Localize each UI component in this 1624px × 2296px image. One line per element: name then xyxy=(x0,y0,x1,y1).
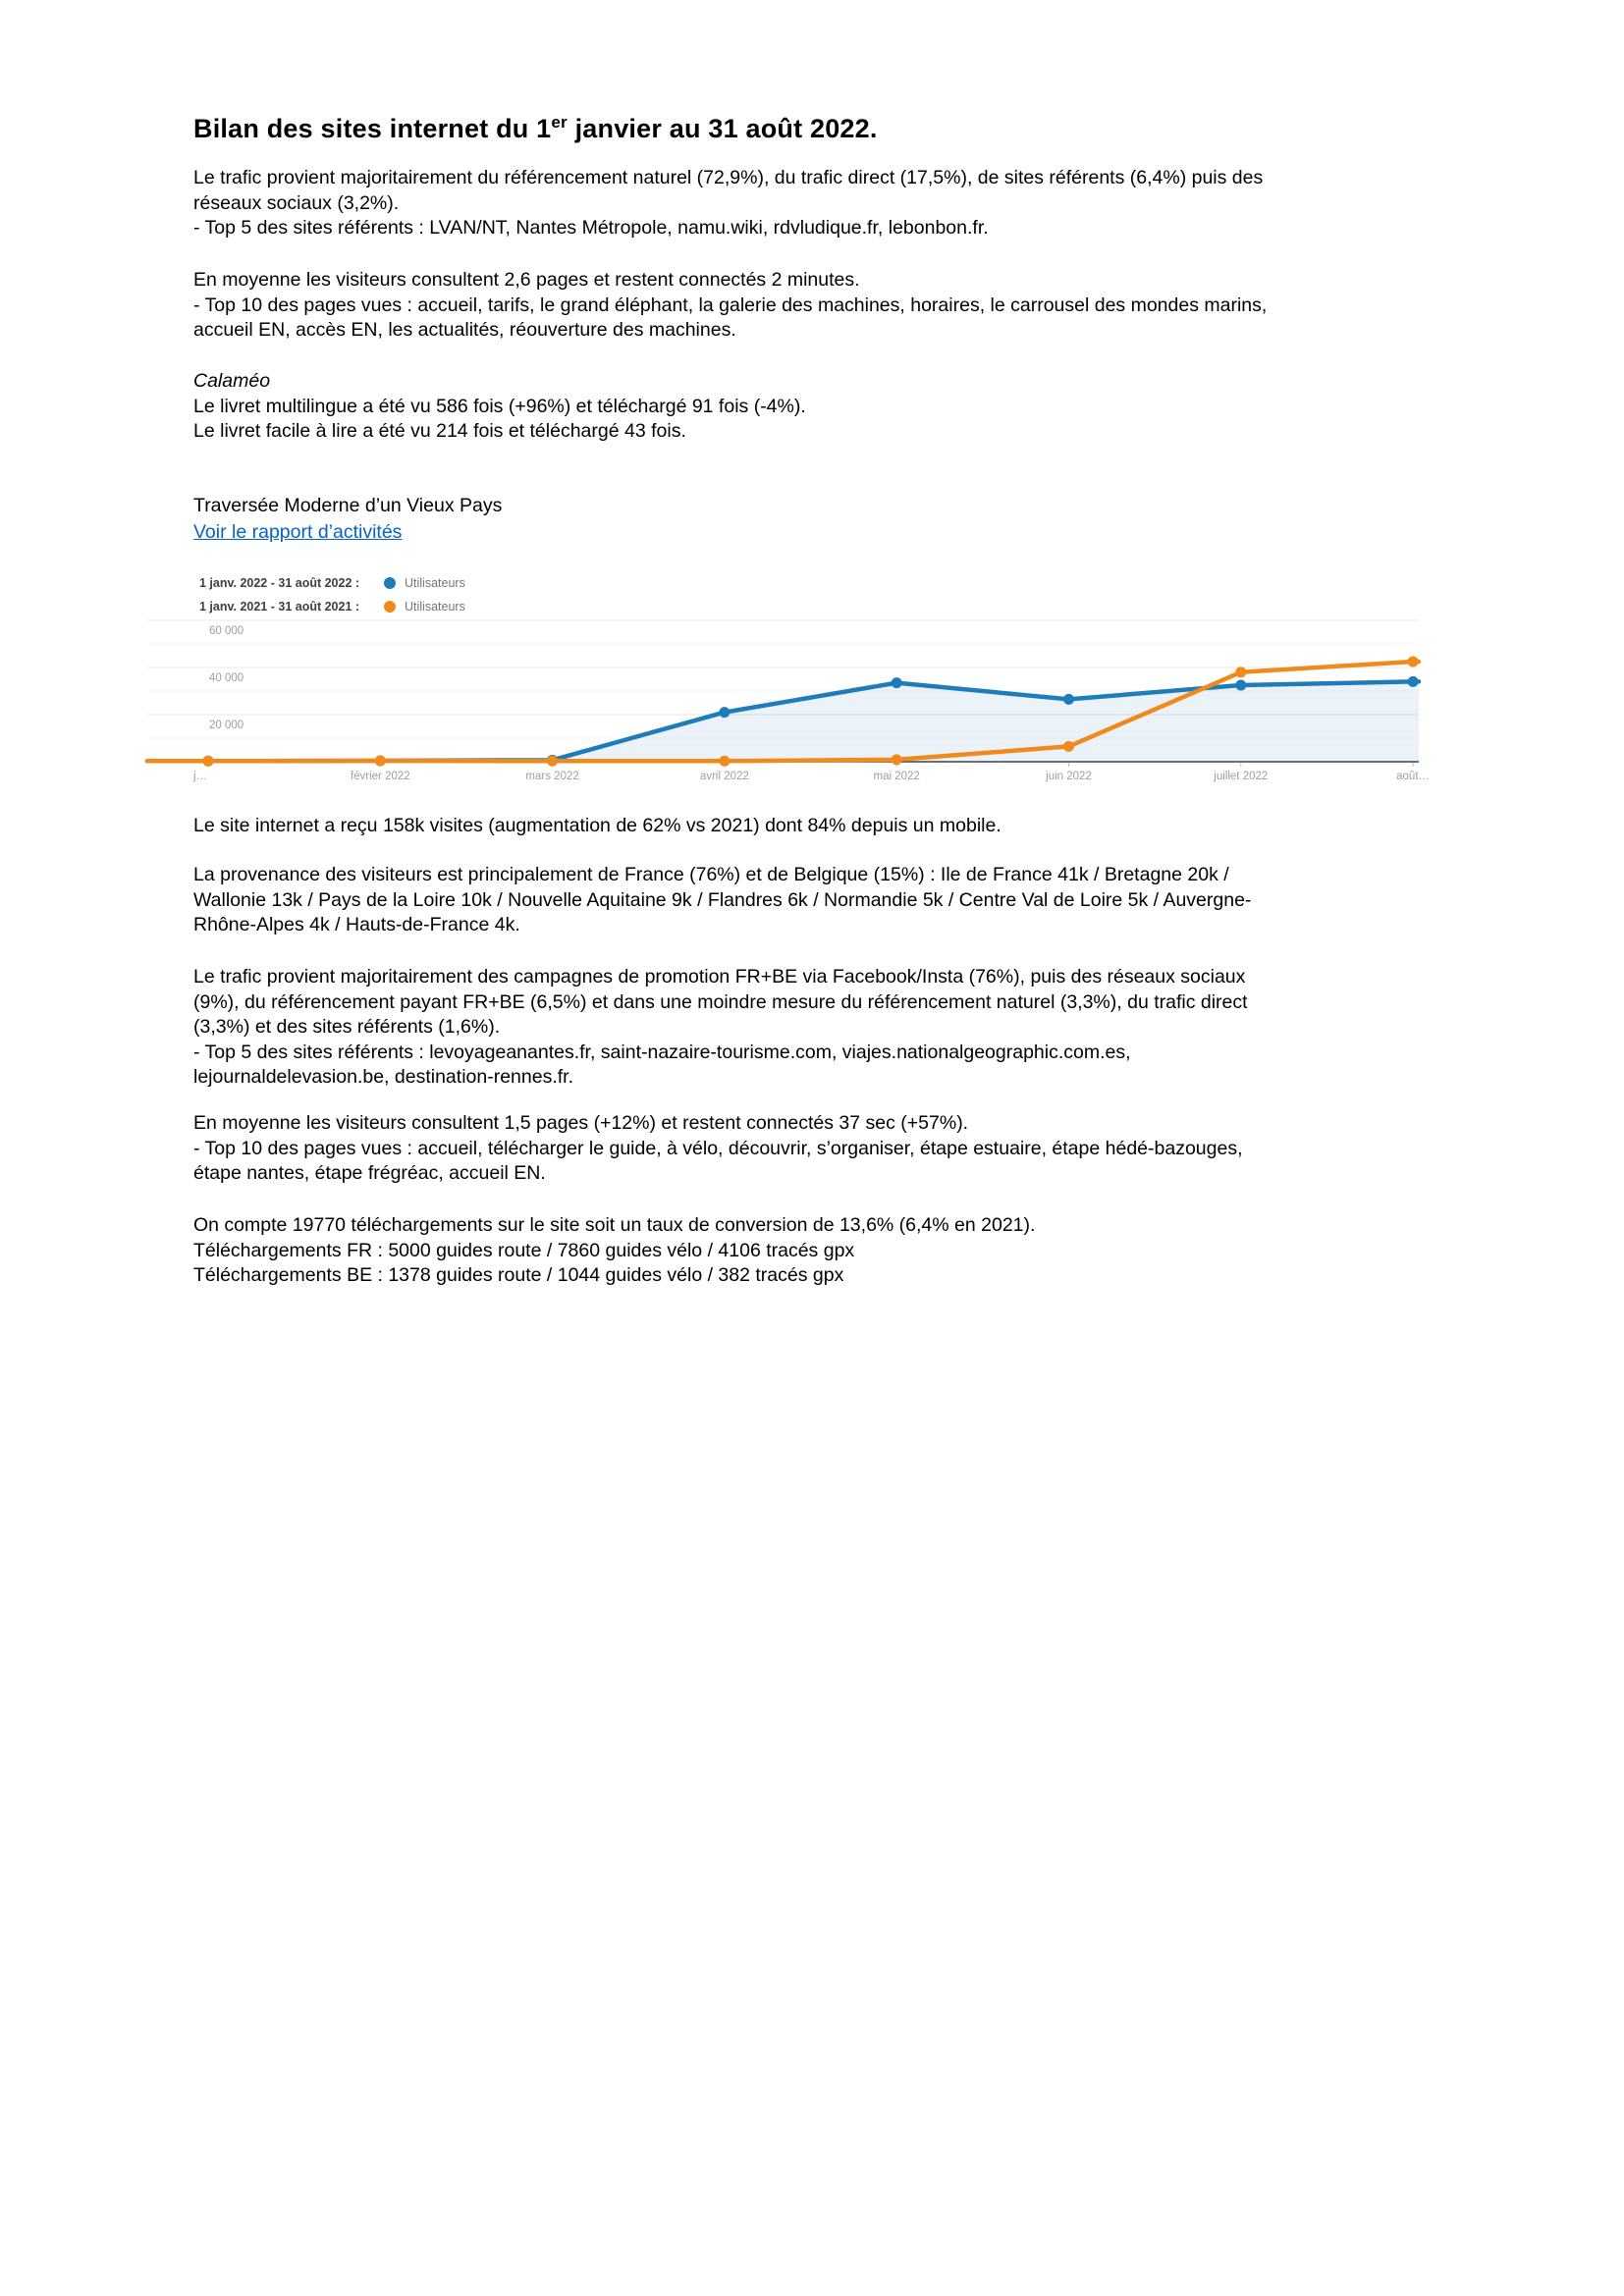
text-line: - Top 10 des pages vues : accueil, télécharger le guide, à vélo, découvrir, s’organiser, étape estuaire, étape hédé-bazouges, xyxy=(193,1137,1243,1159)
page-title: Bilan des sites internet du 1er janvier au 31 août 2022. xyxy=(193,113,878,144)
text-line: On compte 19770 téléchargements sur le site soit un taux de conversion de 13,6% (6,4% en 2021). xyxy=(193,1214,1036,1236)
text-line: (3,3%) et des sites référents (1,6%). xyxy=(193,1016,501,1038)
svg-text:avril 2022: avril 2022 xyxy=(699,771,749,782)
text-line: Le trafic provient majoritairement des campagnes de promotion FR+BE via Facebook/Insta (76%), puis des réseaux sociaux xyxy=(193,966,1246,988)
legend-row-2021 xyxy=(199,595,465,618)
text-line: Téléchargements FR : 5000 guides route / 7860 guides vélo / 4106 tracés gpx xyxy=(193,1239,855,1261)
paragraph-pages-vues-tmvp xyxy=(193,1111,1243,1187)
text-line: lejournaldelevasion.be, destination-rennes.fr. xyxy=(193,1066,574,1088)
text-line: En moyenne les visiteurs consultent 1,5 pages (+12%) et restent connectés 37 sec (+57%). xyxy=(193,1112,969,1134)
legend-dot-orange-icon xyxy=(384,601,396,613)
analytics-chart-svg xyxy=(137,616,1453,789)
title-superscript: er xyxy=(551,113,568,133)
paragraph-telechargements xyxy=(193,1213,1035,1289)
text-line: réseaux sociaux (3,2%). xyxy=(193,191,400,214)
analytics-line-chart xyxy=(137,616,1453,789)
report-activity-link[interactable]: Voir le rapport d’activités xyxy=(193,521,403,543)
text-line: (9%), du référencement payant FR+BE (6,5%) et dans une moindre mesure du référencement naturel (3,3%), du trafic direct xyxy=(193,990,1248,1013)
paragraph-visites xyxy=(193,814,1001,839)
text-line: Le trafic provient majoritairement du référencement naturel (72,9%), du trafic direct (17,5%), de sites référents (6,4%) puis des xyxy=(193,167,1264,188)
chart-legend xyxy=(199,571,465,618)
paragraph-traffic-sources-2022 xyxy=(193,166,1263,241)
legend-period-2021: 1 janv. 2021 - 31 août 2021 : xyxy=(199,600,360,614)
svg-text:février 2022: février 2022 xyxy=(350,771,410,782)
text-line: étape nantes, étape frégréac, accueil EN. xyxy=(193,1162,546,1184)
svg-text:40 000: 40 000 xyxy=(209,672,244,684)
text-line: - Top 5 des sites référents : LVAN/NT, Nantes Métropole, namu.wiki, rdvludique.fr, lebonbon.fr. xyxy=(193,217,989,239)
text-line: - Top 5 des sites référents : levoyageanantes.fr, saint-nazaire-tourisme.com, viajes.nationalgeographic.com.es, xyxy=(193,1041,1131,1063)
svg-text:60 000: 60 000 xyxy=(209,625,244,637)
text-line: accueil EN, accès EN, les actualités, réouverture des machines. xyxy=(193,319,736,341)
text-line: Le site internet a reçu 158k visites (augmentation de 62% vs 2021) dont 84% depuis un mobile. xyxy=(193,815,1001,836)
text-line: La provenance des visiteurs est principalement de France (76%) et de Belgique (15%) : Ile de France 41k / Bretagne 20k / xyxy=(193,864,1229,885)
svg-text:mai 2022: mai 2022 xyxy=(873,771,920,782)
svg-text:j…: j… xyxy=(193,771,208,782)
svg-text:mars 2022: mars 2022 xyxy=(525,771,579,782)
legend-period-2022: 1 janv. 2022 - 31 août 2022 : xyxy=(199,576,360,590)
legend-dot-blue-icon xyxy=(384,577,396,589)
text-line: En moyenne les visiteurs consultent 2,6 pages et restent connectés 2 minutes. xyxy=(193,269,860,291)
paragraph-pages-vues-2022 xyxy=(193,268,1267,344)
text-line: Le livret multilingue a été vu 586 fois (+96%) et téléchargé 91 fois (-4%). xyxy=(193,395,806,417)
text-line: Wallonie 13k / Pays de la Loire 10k / Nouvelle Aquitaine 9k / Flandres 6k / Normandie 5k / Centre Val de Loire 5k / Auvergne- xyxy=(193,888,1252,911)
calameo-heading: Calaméo xyxy=(193,370,271,392)
svg-text:juillet 2022: juillet 2022 xyxy=(1214,771,1269,782)
svg-text:20 000: 20 000 xyxy=(209,720,244,731)
text-line: - Top 10 des pages vues : accueil, tarifs, le grand éléphant, la galerie des machines, horaires, le carrousel des mondes marins, xyxy=(193,294,1268,316)
tmvp-heading: Traversée Moderne d’un Vieux Pays xyxy=(193,495,503,516)
text-line: Téléchargements BE : 1378 guides route / 1044 guides vélo / 382 tracés gpx xyxy=(193,1264,844,1286)
legend-series-2022: Utilisateurs xyxy=(405,576,465,590)
legend-series-2021: Utilisateurs xyxy=(405,600,465,614)
legend-row-2022 xyxy=(199,571,465,595)
paragraph-trafic-campagnes xyxy=(193,965,1248,1091)
text-line: Le livret facile à lire a été vu 214 fois et téléchargé 43 fois. xyxy=(193,420,686,442)
svg-text:août…: août… xyxy=(1396,771,1431,782)
paragraph-calameo xyxy=(193,369,806,445)
paragraph-provenance xyxy=(193,863,1251,938)
text-line: Rhône-Alpes 4k / Hauts-de-France 4k. xyxy=(193,914,520,935)
svg-text:juin 2022: juin 2022 xyxy=(1046,771,1092,782)
